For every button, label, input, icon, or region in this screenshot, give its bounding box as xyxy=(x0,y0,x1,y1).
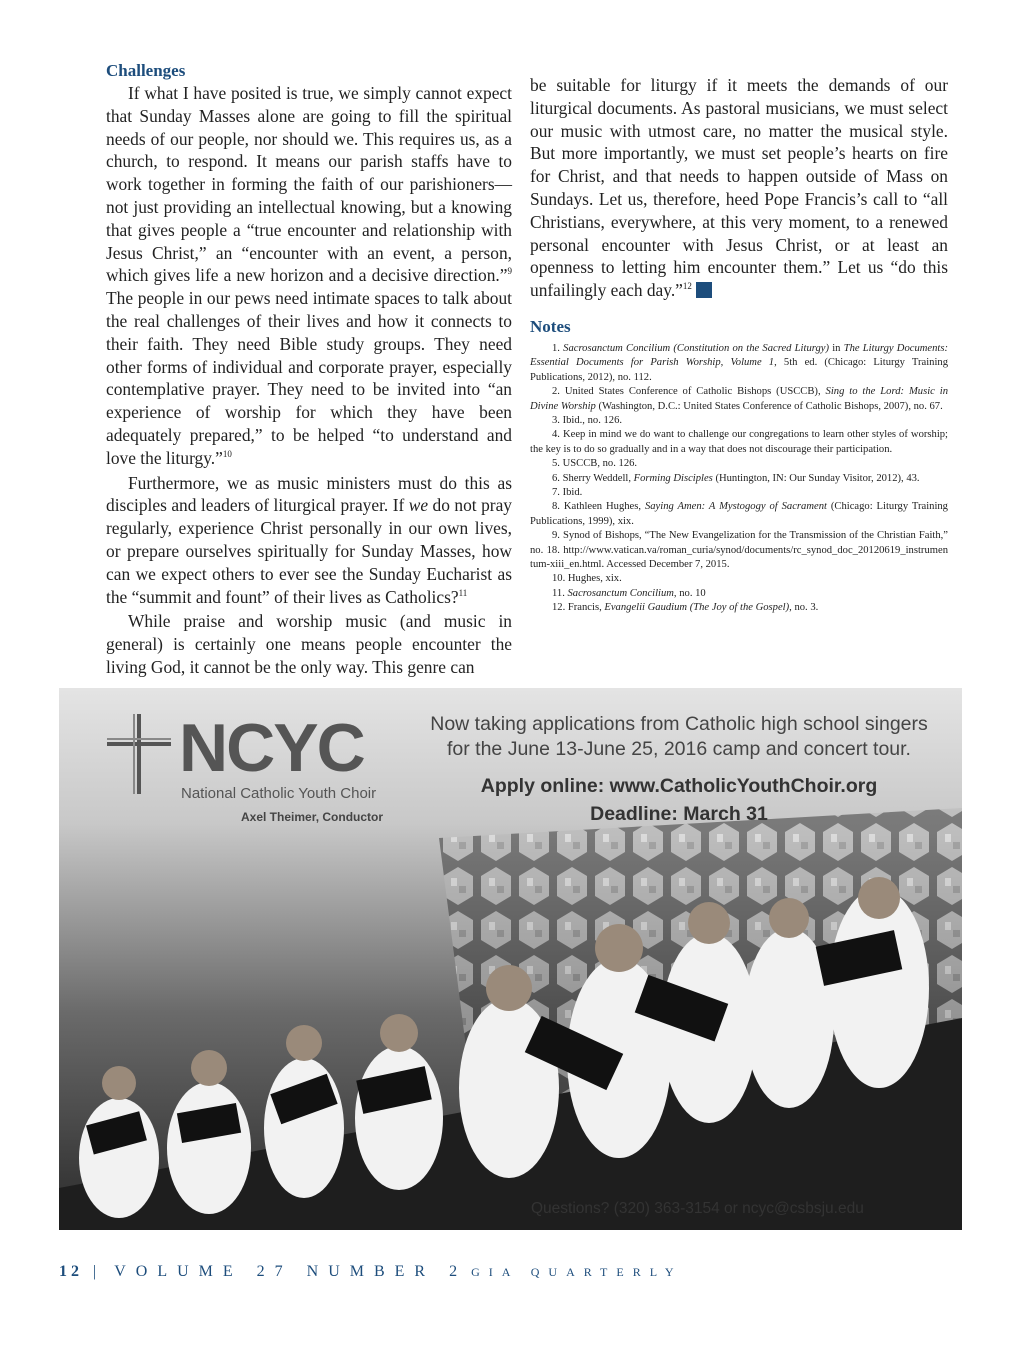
note-8: 8. Kathleen Hughes, Saying Amen: A Mystogogy of Sacrament (Chicago: Liturgy Training Publications, 1999), xix. xyxy=(530,501,948,527)
notes-section xyxy=(530,316,948,616)
publication-name: GIA QUARTERLY xyxy=(471,1265,683,1279)
deadline-text: Deadline: March 31 xyxy=(590,803,768,825)
note-5: 5. USCCB, no. 126. xyxy=(552,458,638,470)
contact-info: Questions? (320) 363-3154 or ncyc@csbsju.edu xyxy=(531,1200,864,1217)
volume-issue: VOLUME 27 NUMBER 2 xyxy=(114,1263,468,1280)
conductor-name: Axel Theimer, Conductor xyxy=(241,810,384,824)
footnote-ref-10: 10 xyxy=(222,448,232,459)
article-left-column xyxy=(106,60,512,679)
note-9: 9. Synod of Bishops, “The New Evangelization for the Transmission of the Christian Faith,” no. 18. http://www.vatican.va/roman_curia/synod/documents/rc_synod_doc_20120619_instrumentum-xiii_en.html. Accessed December 7, 2015. xyxy=(530,530,948,571)
note-7: 7. Ibid. xyxy=(552,487,583,499)
ncyc-advertisement xyxy=(59,688,962,1230)
cross-logo-icon xyxy=(107,714,171,794)
apply-online-link[interactable]: Apply online: www.CatholicYouthChoir.org xyxy=(480,775,878,797)
note-10: 10. Hughes, xix. xyxy=(552,573,622,585)
article-paragraph-3: While praise and worship music (and music in general) is certainly one means people encounter the living God, it cannot be the only way. This genre can xyxy=(106,611,512,677)
note-2: 2. United States Conference of Catholic Bishops (USCCB), Sing to the Lord: Music in Divine Worship (Washington, D.C.: United States Conference of Catholic Bishops, 2007), no. 67. xyxy=(530,386,948,412)
org-name: National Catholic Youth Choir xyxy=(181,785,377,802)
footer-separator: | xyxy=(93,1263,97,1280)
ad-call-to-action xyxy=(429,772,929,828)
ncyc-logo-text: NCYC xyxy=(179,710,364,786)
article-right-column xyxy=(530,74,948,616)
section-heading-challenges: Challenges xyxy=(106,61,186,80)
notes-heading: Notes xyxy=(530,316,571,336)
page-footer xyxy=(59,1263,683,1281)
article-paragraph-2: Furthermore, we as music ministers must do this as disciples and leaders of liturgical prayer. If we do not pray regularly, experience Christ personally in our own lives, or prepare ourselves spiritually for Sunday Masses, how can we expect others to ever see the Sunday Eucharist as the “summit and fount” of their lives as Catholics?$^{11}$ xyxy=(106,472,512,607)
ad-headline: Now taking applications from Catholic high school singers for the June 13-June 25, 2016 camp and concert tour. xyxy=(430,713,928,760)
footnote-ref-11: 11 xyxy=(458,587,468,598)
footnote-ref-9: 9 xyxy=(507,266,512,277)
note-4: 4. Keep in mind we do want to challenge our congregations to learn other styles of worship; the key is to do so gradually and in a way that does not discourage their participation. xyxy=(530,429,948,455)
note-11: 11. Sacrosanctum Concilium, no. 10 xyxy=(552,587,706,599)
article-paragraph-4: be suitable for liturgy if it meets the demands of our liturgical documents. As pastoral musicians, we must select our music with utmost care, no matter the musical style. But more importantly, we must set people’s hearts on fire for Christ, and that needs to happen outside of Mass on Sundays. Let us, therefore, heed Pope Francis’s call to “all Christians, everywhere, at this very moment, to a renewed personal encounter with Jesus Christ, or at least an openness to letting him encounter them.” Let us “do this unfailingly each day.”$^{12}$ xyxy=(530,75,948,301)
note-12: 12. Francis, Evangelii Gaudium (The Joy of the Gospel), no. 3. xyxy=(552,602,819,614)
note-3: 3. Ibid., no. 126. xyxy=(552,415,623,426)
footnote-ref-12: 12 xyxy=(682,281,692,292)
note-1: 1. Sacrosanctum Concilium (Constitution on the Sacred Liturgy) in The Liturgy Documents: Essential Documents for Parish Worship, Volume 1, 5th ed. (Chicago: Liturgy Training Publications, 2012), no. 112. xyxy=(530,342,948,383)
end-of-article-mark xyxy=(696,282,712,298)
note-6: 6. Sherry Weddell, Forming Disciples (Huntington, IN: Our Sunday Visitor, 2012), 43. xyxy=(552,472,920,484)
article-paragraph-1: If what I have posited is true, we simply cannot expect that Sunday Masses alone are going to fill the spiritual needs of our people, nor should we. This requires us, as a church, to respond. It means our parish staffs have to work together in forming the faith of our parishioners—not just providing an intellectual knowing, but a knowing that gives people a “true encounter and relationship with Jesus Christ,” an “encounter with an event, a person, which gives life a new horizon and a decisive direction.”$^9$ The people in our pews need intimate spaces to talk about the real challenges of their lives and how it connects to their faith. They need Bible study groups. They need other forms of individual and corporate prayer, especially contemplative prayer. They need to be invited into “an experience of worship for which they have been adequately prepared,” to be helped “to understand and love the liturgy.”$^{10}$ xyxy=(106,83,512,468)
page-number: 12 xyxy=(59,1263,83,1280)
